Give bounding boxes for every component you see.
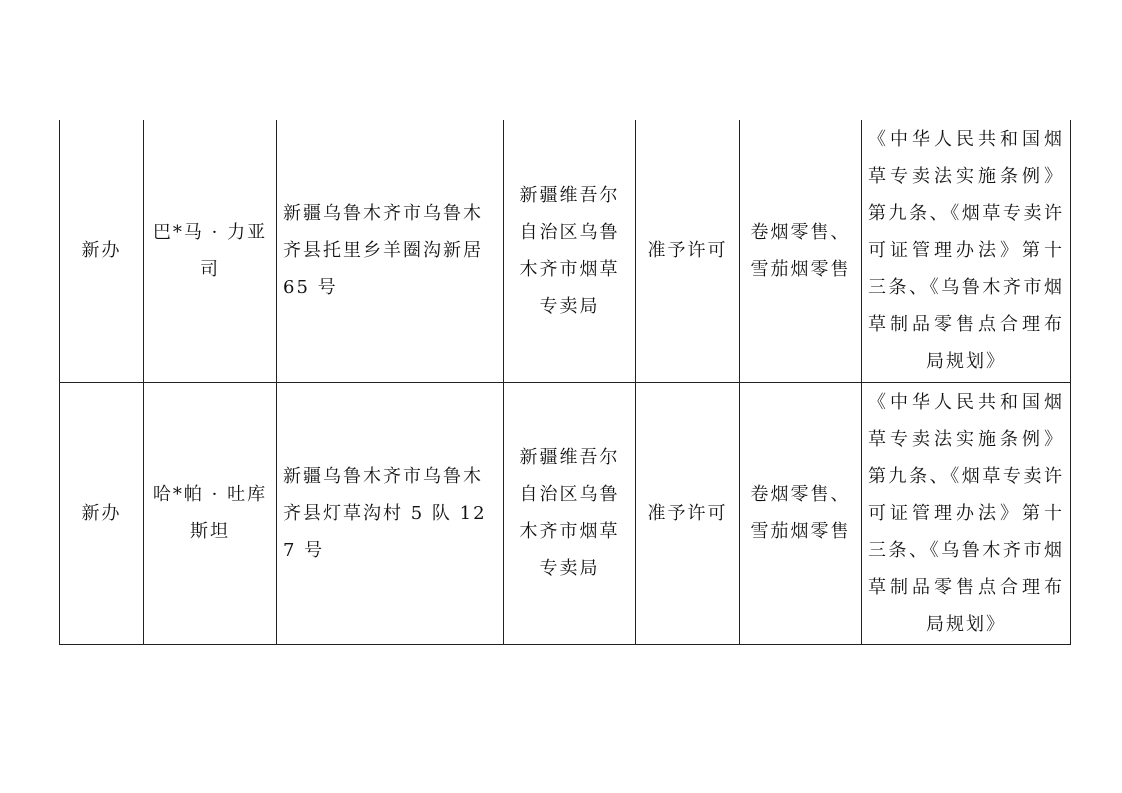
decision-cell: 准予许可: [636, 382, 740, 644]
application-type-cell: 新办: [60, 120, 144, 382]
business-address-cell: 新疆乌鲁木齐市乌鲁木齐县灯草沟村 5 队 127 号: [277, 382, 504, 644]
decision-cell: 准予许可: [636, 120, 740, 382]
issuing-authority-cell: 新疆维吾尔自治区乌鲁木齐市烟草专卖局: [504, 120, 636, 382]
business-address-cell: 新疆乌鲁木齐市乌鲁木齐县托里乡羊圈沟新居 65 号: [277, 120, 504, 382]
issuing-authority-cell: 新疆维吾尔自治区乌鲁木齐市烟草专卖局: [504, 382, 636, 644]
business-scope-cell: 卷烟零售、雪茄烟零售: [740, 382, 862, 644]
applicant-name-cell: 巴*马 · 力亚司: [144, 120, 277, 382]
legal-basis-cell: 《中华人民共和国烟草专卖法实施条例》第九条、《烟草专卖许可证管理办法》第十三条、《乌鲁木齐市烟草制品零售点合理布局规划》: [862, 382, 1071, 644]
legal-basis-cell: 《中华人民共和国烟草专卖法实施条例》第九条、《烟草专卖许可证管理办法》第十三条、《乌鲁木齐市烟草制品零售点合理布局规划》: [862, 120, 1071, 382]
application-type-cell: 新办: [60, 382, 144, 644]
applicant-name-cell: 哈*帕 · 吐库斯坦: [144, 382, 277, 644]
permit-table: [59, 120, 1071, 645]
table-row: [60, 382, 1071, 644]
table-row: [60, 120, 1071, 382]
business-scope-cell: 卷烟零售、雪茄烟零售: [740, 120, 862, 382]
